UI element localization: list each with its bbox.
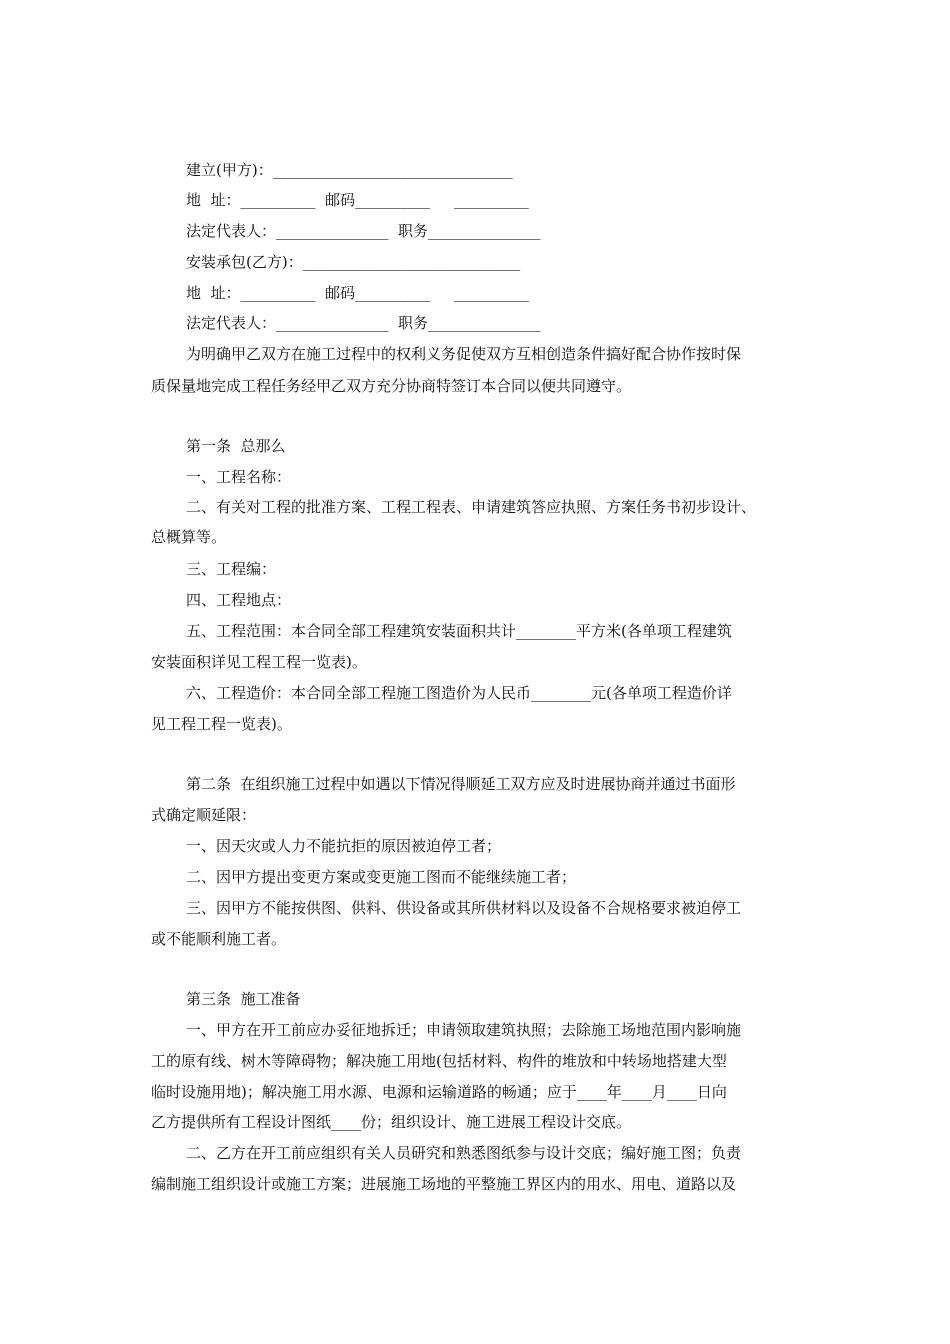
article-1-title: 第一条 总那么 <box>186 437 286 455</box>
article-2-line: 式确定顺延限： <box>151 806 257 824</box>
article-3-line: 临时设施用地)；解决施工用水源、电源和运输道路的畅通；应于____年____月____日向 <box>151 1083 727 1101</box>
article-1-item: 二、有关对工程的批准方案、工程工程表、申请建筑答应执照、方案任务书初步设计、 <box>186 498 757 516</box>
party-b-representative-line: 法定代表人：_______________ 职务_______________ <box>186 314 541 332</box>
party-a-address-line: 地 址：__________ 邮码__________ __________ <box>186 191 529 209</box>
article-1-item: 见工程工程一览表)。 <box>151 715 292 733</box>
article-3-line: 工的原有线、树木等障碍物；解决施工用地(包括材料、构件的堆放和中转场地搭建大型 <box>151 1052 727 1070</box>
intro-line-2: 质保量地完成工程任务经甲乙双方充分协商特签订本合同以便共同遵守。 <box>151 377 632 395</box>
article-1-item: 四、工程地点： <box>186 591 292 609</box>
article-2-line: 第二条 在组织施工过程中如遇以下情况得顺延工双方应及时进展协商并通过书面形 <box>186 775 736 793</box>
article-1-item: 三、工程编： <box>186 560 277 578</box>
article-3-title: 第三条 施工准备 <box>186 990 301 1008</box>
article-3-line: 编制施工组织设计或施工方案；进展施工场地的平整施工界区内的用水、用电、道路以及 <box>151 1175 737 1193</box>
article-2-line: 二、因甲方提出变更方案或变更施工图而不能继续施工者； <box>186 868 577 886</box>
article-1-item: 五、工程范围：本合同全部工程建筑安装面积共计________平方米(各单项工程建筑 <box>186 622 732 640</box>
intro-line-1: 为明确甲乙双方在施工过程中的权利义务促使双方互相创造条件搞好配合协作按时保 <box>186 345 742 363</box>
party-b-address-line: 地 址：__________ 邮码__________ __________ <box>186 284 529 302</box>
article-2-line: 三、因甲方不能按供图、供料、供设备或其所供材料以及设备不合规格要求被迫停工 <box>186 899 742 917</box>
article-1-item: 安装面积详见工程工程一览表)。 <box>151 653 367 671</box>
article-3-line: 二、乙方在开工前应组织有关人员研究和熟悉图纸参与设计交底；编好施工图；负责 <box>186 1144 742 1162</box>
article-1-item: 六、工程造价：本合同全部工程施工图造价为人民币________元(各单项工程造价详 <box>186 684 732 702</box>
article-3-line: 乙方提供所有工程设计图纸____份；组织设计、施工进展工程设计交底。 <box>151 1113 632 1131</box>
article-1-item: 一、工程名称： <box>186 468 292 486</box>
article-3-line: 一、甲方在开工前应办妥征地拆迁；申请领取建筑执照；去除施工场地范围内影响施 <box>186 1021 742 1039</box>
party-a-representative-line: 法定代表人：_______________ 职务_______________ <box>186 222 541 240</box>
party-b-line: 安装承包(乙方)：_____________________________ <box>186 253 521 271</box>
article-1-item: 总概算等。 <box>151 528 227 546</box>
article-2-line: 或不能顺利施工者。 <box>151 930 287 948</box>
party-a-line: 建立(甲方)：________________________________ <box>186 161 513 179</box>
article-2-line: 一、因天灾或人力不能抗拒的原因被迫停工者； <box>186 837 502 855</box>
